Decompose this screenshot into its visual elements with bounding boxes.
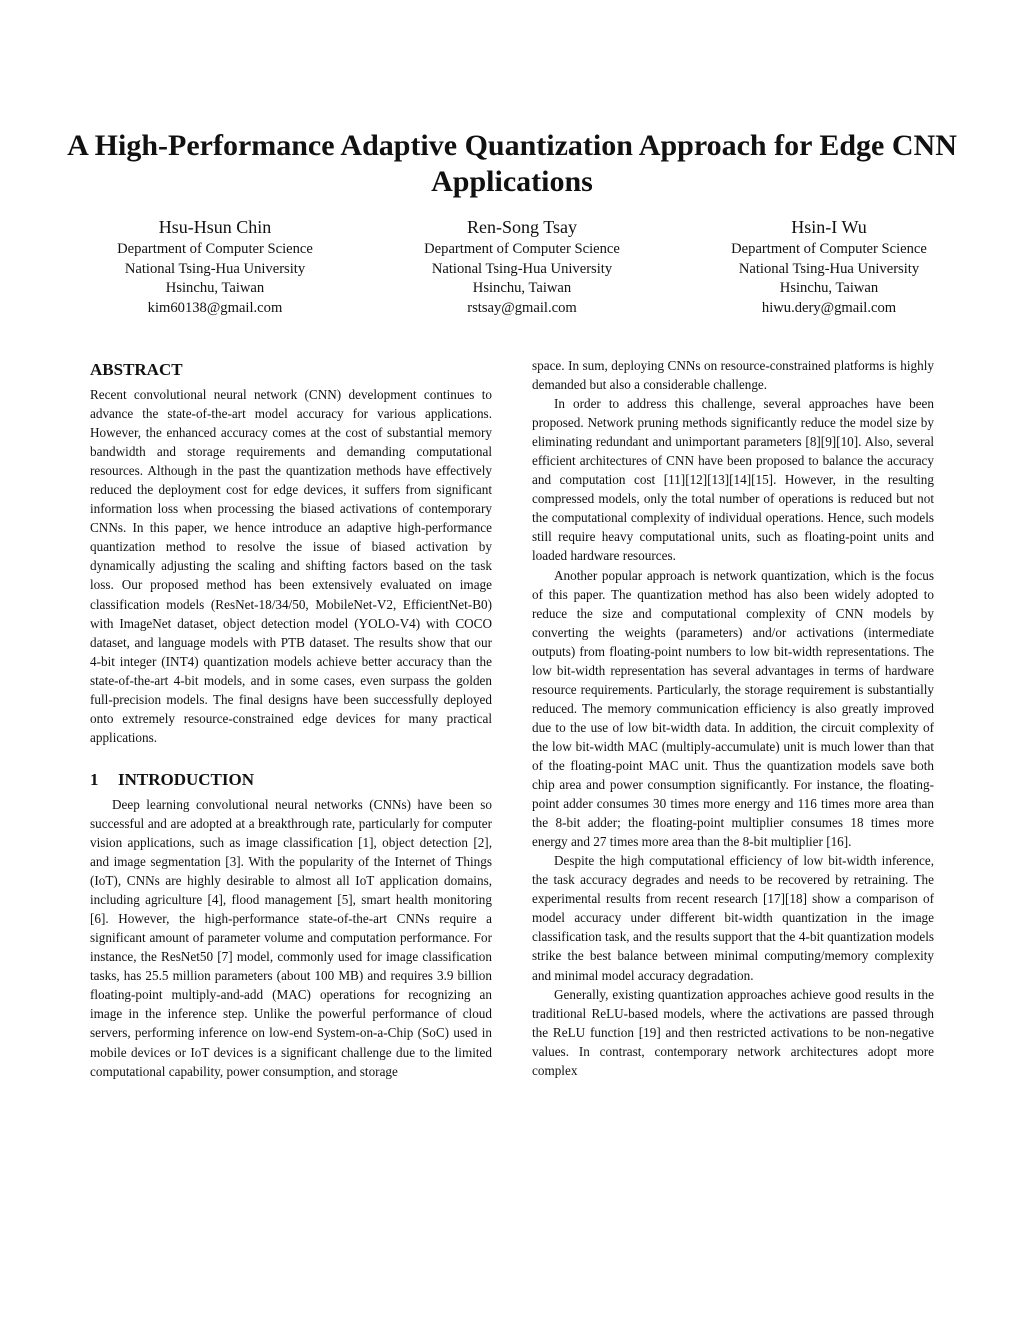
- abstract-text: Recent convolutional neural network (CNN) development continues to advance the state-of-the-art model accuracy for various applications. However, the enhanced accuracy comes at the cost of substantial memory bandwidth and storage requirements and demanding computational resources. Although in the past the quantization methods have effectively reduced the deployment cost for edge devices, it suffers from significant information loss when processing the biased activations of contemporary CNNs. In this paper, we hence introduce an adaptive high-performance quantization method to resolve the issue of biased activation by dynamically adjusting the scaling and shifting factors based on the task loss. Our proposed method has been extensively evaluated on image classification models (ResNet-18/34/50, MobileNet-V2, EfficientNet-B0) with ImageNet dataset, object detection model (YOLO-V4) with COCO dataset, and language models with PTB dataset. The results show that our 4-bit integer (INT4) quantization models achieve better accuracy than the state-of-the-art 4-bit models, and in some cases, even surpass the golden full-precision models. The final designs have been successfully deployed onto extremely resource-constrained edge devices for many practical applications.: [90, 387, 492, 745]
- author-email: hiwu.dery@gmail.com: [761, 299, 897, 316]
- paper-title: A High-Performance Adaptive Quantization Approach for Edge CNN Applications: [67, 129, 957, 198]
- author-block: [80, 214, 964, 318]
- author-email: kim60138@gmail.com: [147, 299, 283, 316]
- intro-continuation: space. In sum, deploying CNNs on resource-constrained platforms is highly demanded but also a considerable challenge.: [532, 358, 934, 393]
- section-number: 1: [90, 769, 99, 789]
- author-location: Hsinchu, Taiwan: [779, 280, 879, 296]
- intro-paragraph: In order to address this challenge, several approaches have been proposed. Network pruning methods significantly reduce the model size by eliminating redundant and unimportant parameters [8][9][10]. Also, several efficient architectures of CNN have been proposed to balance the accuracy and computation cost [11][12][13][14][15]. However, in the resulting compressed models, only the total number of operations is reduced but not the computational complexity of individual operations. Hence, such models still require heavy computational units, such as floating-point units and loaded hardware resources.: [532, 396, 934, 564]
- right-column: [532, 356, 934, 1080]
- author-2: [387, 214, 657, 318]
- introduction-heading: [90, 769, 492, 791]
- left-column: [90, 356, 492, 1081]
- abstract-heading: ABSTRACT: [90, 360, 183, 379]
- author-department: Department of Computer Science: [424, 241, 620, 257]
- author-email: rstsay@gmail.com: [467, 299, 577, 316]
- author-department: Department of Computer Science: [117, 241, 313, 257]
- intro-paragraph: Generally, existing quantization approaches achieve good results in the traditional ReLU-based models, where the activations are passed through the ReLU function [19] and then restricted activations to be non-negative values. In contrast, contemporary network architectures adopt more complex: [532, 986, 934, 1078]
- intro-paragraph: Deep learning convolutional neural networks (CNNs) have been so successful and are adopted at a breakthrough rate, particularly for computer vision applications, such as image classification [1], object detection [2], and image segmentation [3]. With the popularity of the Internet of Things (IoT), CNNs are highly desirable to almost all IoT application domains, including agriculture [4], flood management [5], smart health monitoring [6]. However, the high-performance state-of-the-art CNNs require a significant amount of parameter volume and computation performance. For instance, the ResNet50 [7] model, commonly used for image classification tasks, has 25.5 million parameters (about 100 MB) and requires 3.9 billion floating-point multiply-and-add (MAC) operations for recognizing an image in the inference step. Unlike the powerful performance of cloud servers, performing inference on low-end System-on-a-Chip (SoC) used in mobile devices or IoT devices is a significant challenge due to the limited computational capability, power consumption, and storage: [90, 796, 492, 1079]
- author-name: Ren-Song Tsay: [467, 217, 577, 237]
- author-location: Hsinchu, Taiwan: [165, 280, 265, 296]
- section-title: INTRODUCTION: [118, 769, 255, 789]
- intro-paragraph: Despite the high computational efficiency of low bit-width inference, the task accuracy degrades and needs to be recovered by retraining. The experimental results from recent research [17][18] show a comparison of model accuracy under different bit-width quantization in the image classification task, and the results support that the 4-bit quantization models strike the best balance between minimal computing/memory complexity and minimal model accuracy degradation.: [532, 853, 934, 983]
- author-university: National Tsing-Hua University: [431, 260, 613, 277]
- author-department: Department of Computer Science: [731, 241, 927, 257]
- author-name: Hsin-I Wu: [791, 217, 867, 237]
- author-location: Hsinchu, Taiwan: [472, 280, 572, 296]
- author-name: Hsu-Hsun Chin: [158, 217, 272, 237]
- author-university: National Tsing-Hua University: [738, 260, 920, 277]
- intro-paragraph: Another popular approach is network quantization, which is the focus of this paper. The quantization method has also been widely adopted to reduce the size and computational complexity of CNN models by converting the weights (parameters) and/or activations (intermediate outputs) from floating-point numbers to low bit-width representations. The low bit-width representation has several advantages in terms of hardware resource requirements. Particularly, the storage requirement is substantially reduced. The memory communication efficiency is also greatly improved due to the use of low bit-width data. In addition, the circuit complexity of the low bit-width MAC (multiply-accumulate) unit is much lower than that of the floating-point MAC unit. Thus the quantization models save both chip area and power consumption significantly. For instance, the floating-point adder consumes 30 times more energy and 116 times more area than the 8-bit adder; the floating-point multiplier consumes 18 times more energy and 27 times more area than the 8-bit multiplier [16].: [532, 567, 934, 850]
- author-university: National Tsing-Hua University: [124, 260, 306, 277]
- author-3: [694, 214, 964, 318]
- author-1: [80, 214, 350, 318]
